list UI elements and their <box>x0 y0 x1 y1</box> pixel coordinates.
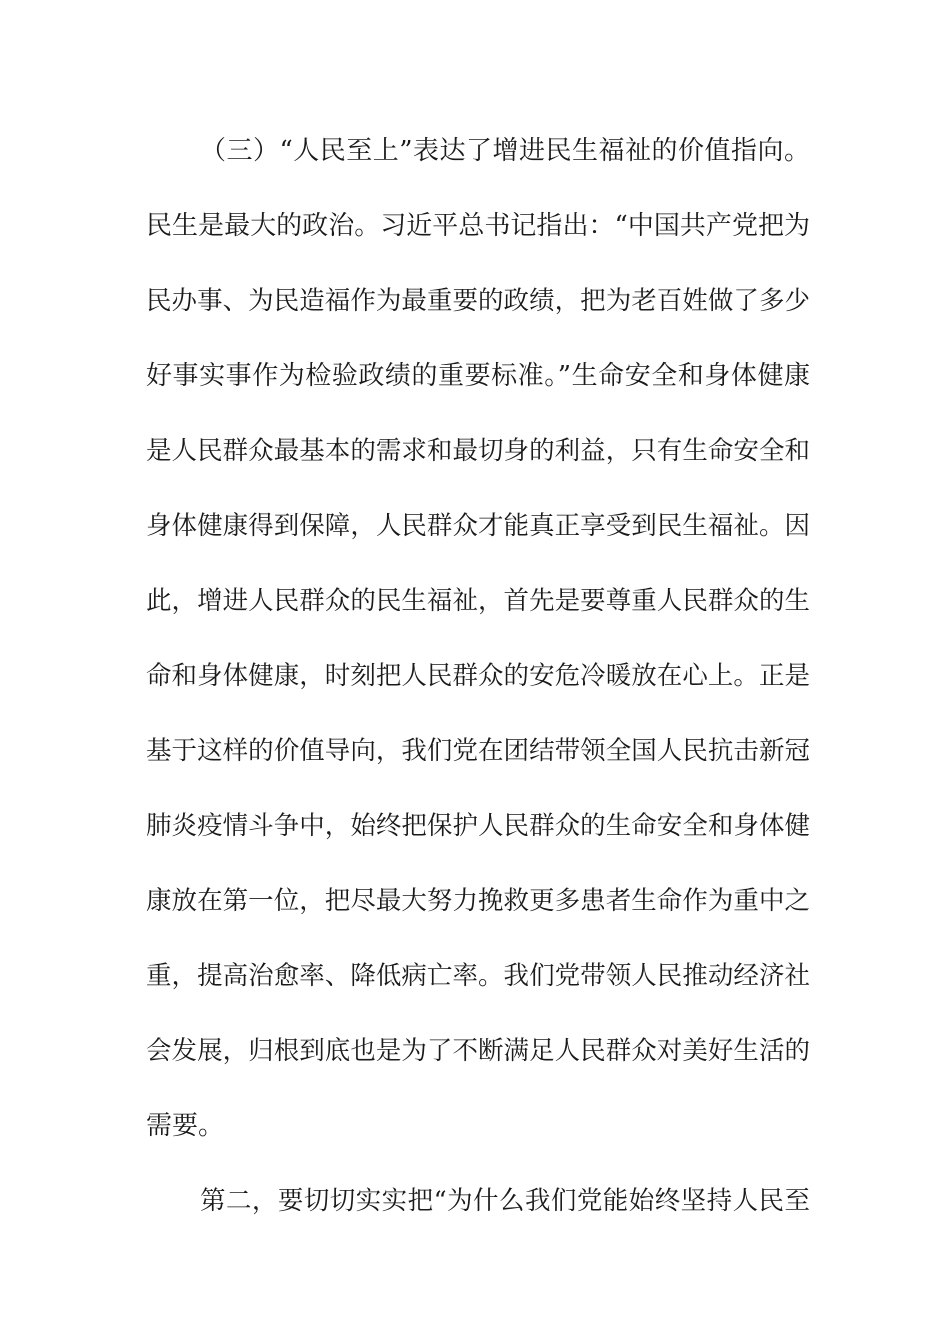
paragraph-line: 重，提高治愈率、降低病亡率。我们党带领人民推动经济社 <box>146 961 810 991</box>
paragraph-line: 是人民群众最基本的需求和最切身的利益，只有生命安全和 <box>146 436 810 466</box>
paragraph-line: 第二，要切切实实把“为什么我们党能始终坚持人民至 <box>200 1186 810 1216</box>
paragraph-line: 此，增进人民群众的民生福祉，首先是要尊重人民群众的生 <box>146 586 810 616</box>
paragraph-line: 民生是最大的政治。习近平总书记指出：“中国共产党把为 <box>146 211 810 241</box>
paragraph-line: 好事实事作为检验政绩的重要标准。”生命安全和身体健康 <box>146 361 810 391</box>
paragraph-line: 会发展，归根到底也是为了不断满足人民群众对美好生活的 <box>146 1036 810 1066</box>
paragraph-line: 身体健康得到保障，人民群众才能真正享受到民生福祉。因 <box>146 511 810 541</box>
paragraph-line: 需要。 <box>146 1111 225 1141</box>
paragraph-line: （三）“人民至上”表达了增进民生福祉的价值指向。 <box>200 136 810 166</box>
paragraph-line: 肺炎疫情斗争中，始终把保护人民群众的生命安全和身体健 <box>146 811 810 841</box>
paragraph-line: 命和身体健康，时刻把人民群众的安危冷暖放在心上。正是 <box>146 661 810 691</box>
paragraph-line: 民办事、为民造福作为最重要的政绩，把为老百姓做了多少 <box>146 286 810 316</box>
paragraph-line: 康放在第一位，把尽最大努力挽救更多患者生命作为重中之 <box>146 886 810 916</box>
paragraph-line: 基于这样的价值导向，我们党在团结带领全国人民抗击新冠 <box>146 736 810 766</box>
